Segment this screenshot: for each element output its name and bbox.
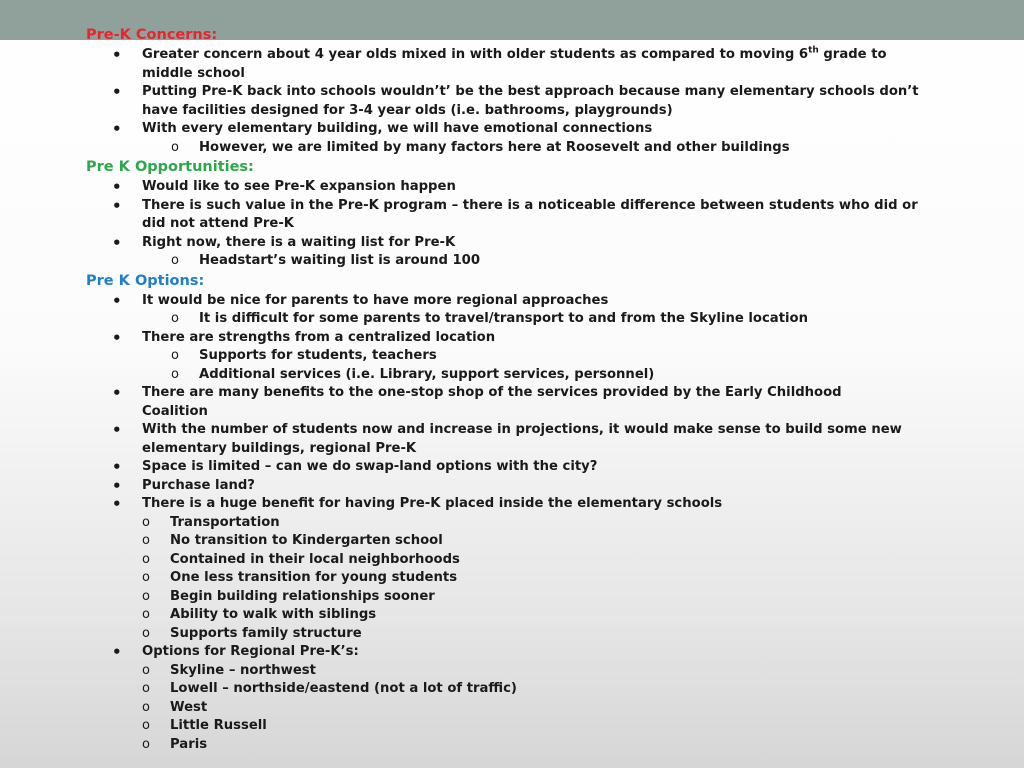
sub-marker: o bbox=[142, 607, 150, 622]
sub-list-item bbox=[86, 514, 986, 533]
list-item bbox=[86, 421, 986, 458]
sub-marker: o bbox=[171, 348, 179, 363]
list-item bbox=[86, 83, 986, 120]
sub-list-item bbox=[86, 736, 986, 755]
bullet-marker: • bbox=[112, 458, 122, 476]
list-item bbox=[86, 458, 986, 477]
item-text: However, we are limited by many factors here at Roosevelt and other buildings bbox=[199, 139, 790, 155]
sub-marker: o bbox=[142, 625, 150, 641]
item-text: With the number of students now and increase in projections, it would make sense to build some new elementary buildings, regional Pre-K bbox=[142, 422, 902, 456]
document-body bbox=[86, 25, 986, 754]
sub-list-item bbox=[86, 717, 986, 736]
list-item bbox=[86, 197, 986, 234]
item-text: Lowell – northside/eastend (not a lot of traffic) bbox=[170, 681, 517, 696]
item-text: Greater concern about 4 year olds mixed in with older students as compared to moving 6 bbox=[142, 47, 809, 62]
list-item bbox=[86, 329, 986, 348]
bullet-marker: • bbox=[112, 178, 122, 196]
item-text: Purchase land? bbox=[142, 477, 255, 493]
item-text: Little Russell bbox=[170, 718, 267, 733]
superscript: th bbox=[808, 45, 819, 56]
bullet-marker: • bbox=[112, 495, 122, 513]
sub-list-item bbox=[86, 532, 986, 551]
item-text: Headstart’s waiting list is around 100 bbox=[199, 253, 481, 268]
bullet-marker: • bbox=[112, 120, 122, 138]
item-text: Transportation bbox=[170, 514, 280, 530]
sub-marker: o bbox=[171, 366, 179, 382]
item-text: Putting Pre-K back into schools wouldn’t’ be the best approach because many elementary schools don’t have facilities designed for 3-4 year olds (i.e. bathrooms, playgrounds) bbox=[142, 84, 919, 118]
sub-marker: o bbox=[171, 139, 179, 155]
sub-marker: o bbox=[142, 514, 150, 530]
item-text: It would be nice for parents to have more regional approaches bbox=[142, 292, 609, 308]
sub-list-item bbox=[86, 588, 986, 607]
sub-marker: o bbox=[171, 311, 179, 326]
sub-list-item bbox=[86, 252, 986, 271]
item-text: There is a huge benefit for having Pre-K placed inside the elementary schools bbox=[142, 496, 723, 511]
item-text: Would like to see Pre-K expansion happen bbox=[142, 179, 456, 194]
list-item bbox=[86, 292, 986, 311]
sub-marker: o bbox=[142, 533, 150, 548]
sub-list-item bbox=[86, 606, 986, 625]
item-text: There is such value in the Pre-K program – there is a noticeable difference between students who did or did not attend Pre-K bbox=[142, 197, 918, 231]
list-item bbox=[86, 495, 986, 514]
concerns-heading: Pre-K Concerns: bbox=[86, 27, 218, 43]
sub-list-item bbox=[86, 625, 986, 644]
item-text: Paris bbox=[170, 736, 208, 752]
sub-list-item bbox=[86, 139, 986, 158]
list-item bbox=[86, 178, 986, 197]
sub-marker: o bbox=[142, 681, 150, 696]
bullet-marker: • bbox=[112, 291, 122, 310]
sub-list-item bbox=[86, 551, 986, 570]
item-text: Contained in their local neighborhoods bbox=[170, 551, 460, 567]
item-text: Begin building relationships sooner bbox=[170, 588, 435, 604]
item-text: There are many benefits to the one-stop shop of the services provided by the Early Childhood Coalition bbox=[142, 385, 842, 419]
item-text: Additional services (i.e. Library, support services, personnel) bbox=[199, 366, 655, 382]
sub-marker: o bbox=[142, 551, 150, 567]
item-text: Ability to walk with siblings bbox=[170, 607, 377, 622]
sub-list-item bbox=[86, 680, 986, 699]
sub-list-item bbox=[86, 569, 986, 588]
sub-marker: o bbox=[142, 718, 150, 733]
bullet-marker: • bbox=[112, 233, 122, 252]
item-text: No transition to Kindergarten school bbox=[170, 533, 443, 548]
item-text: middle school bbox=[142, 65, 245, 81]
sub-list-item bbox=[86, 699, 986, 718]
sub-list-item bbox=[86, 310, 986, 329]
item-text: West bbox=[170, 699, 208, 715]
sub-marker: o bbox=[142, 736, 150, 752]
item-text: grade to bbox=[818, 47, 887, 62]
list-item bbox=[86, 477, 986, 496]
list-item bbox=[86, 384, 986, 421]
bullet-marker: • bbox=[112, 384, 122, 402]
list-item bbox=[86, 234, 986, 253]
bullet-marker: • bbox=[112, 476, 122, 495]
list-item bbox=[86, 643, 986, 662]
sub-marker: o bbox=[171, 253, 179, 268]
item-text: One less transition for young students bbox=[170, 570, 458, 585]
item-text: Supports for students, teachers bbox=[199, 348, 437, 363]
bullet-marker: • bbox=[112, 643, 122, 661]
item-text: With every elementary building, we will have emotional connections bbox=[142, 121, 653, 136]
item-text: It is difficult for some parents to travel/transport to and from the Skyline location bbox=[199, 311, 808, 326]
sub-marker: o bbox=[142, 588, 150, 604]
sub-marker: o bbox=[142, 699, 150, 715]
item-text: Right now, there is a waiting list for Pre-K bbox=[142, 234, 456, 250]
sub-list-item bbox=[86, 662, 986, 681]
item-text: Supports family structure bbox=[170, 625, 362, 641]
item-text: There are strengths from a centralized location bbox=[142, 329, 496, 345]
bullet-marker: • bbox=[112, 196, 122, 215]
sub-marker: o bbox=[142, 570, 150, 585]
item-text: Options for Regional Pre-K’s: bbox=[142, 644, 359, 659]
bullet-marker: • bbox=[112, 46, 122, 64]
item-text: Skyline – northwest bbox=[170, 662, 316, 678]
options-heading: Pre K Options: bbox=[86, 272, 205, 289]
bullet-marker: • bbox=[112, 83, 122, 101]
opportunities-heading: Pre K Opportunities: bbox=[86, 159, 254, 175]
sub-marker: o bbox=[142, 662, 150, 678]
bullet-marker: • bbox=[112, 421, 122, 439]
sub-list-item bbox=[86, 366, 986, 385]
list-item bbox=[86, 46, 986, 83]
bullet-marker: • bbox=[112, 328, 122, 347]
sub-list-item bbox=[86, 347, 986, 366]
item-text: Space is limited – can we do swap-land options with the city? bbox=[142, 459, 598, 474]
list-item bbox=[86, 120, 986, 139]
